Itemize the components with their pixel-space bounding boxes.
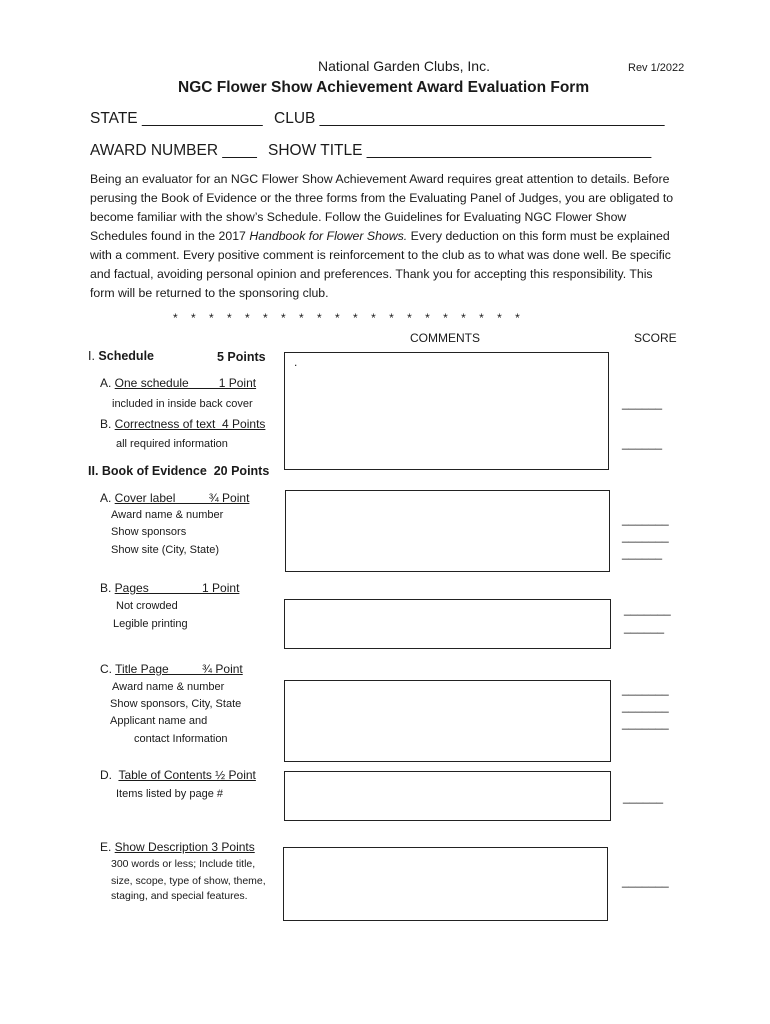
intro-text-end: Every deduction on this form must be explained with a comment. Every positive comment is reinforcement to the club as to what was done well. Be specific and factual, avoiding personal opinion and preferences. Thank you for accepting this responsibility. This form will be returned to the sponsoring club.: [90, 229, 671, 300]
organization-name: National Garden Clubs, Inc.: [318, 58, 490, 74]
item-label: Cover label ¾ Point: [114, 491, 250, 505]
section-schedule-heading: [88, 349, 154, 363]
show-description-sub-3: staging, and special features.: [111, 890, 248, 902]
state-blank[interactable]: ______________: [141, 110, 263, 127]
item-correctness-of-text: [100, 417, 265, 431]
item-prefix: B.: [100, 417, 115, 431]
form-title: NGC Flower Show Achievement Award Evaluation Form: [178, 79, 590, 96]
title-page-sub-1: Award name & number: [112, 681, 225, 693]
score-blank-pages-2[interactable]: ______: [624, 620, 665, 634]
pages-sub-2: Legible printing: [113, 618, 188, 630]
comment-box-schedule[interactable]: [284, 352, 609, 470]
title-page-sub-4: contact Information: [134, 733, 228, 745]
state-label: STATE: [90, 110, 138, 127]
item-pages: [100, 581, 239, 595]
item-title-page: [100, 662, 243, 676]
item-label: Title Page ¾ Point: [115, 662, 243, 676]
intro-paragraph: [90, 170, 675, 303]
item-prefix: E.: [100, 840, 115, 854]
score-column-header: SCORE: [634, 331, 677, 345]
comment-box-cover-label[interactable]: [285, 490, 610, 572]
score-blank-cover-3[interactable]: ______: [622, 546, 663, 560]
item-label: One schedule 1 Point: [114, 376, 257, 390]
section-number: I.: [88, 349, 99, 363]
score-blank-correctness[interactable]: ______: [622, 436, 663, 450]
score-blank-toc[interactable]: ______: [623, 790, 664, 804]
section-book-of-evidence-heading: II. Book of Evidence 20 Points: [88, 464, 270, 478]
item-one-schedule-note: included in inside back cover: [112, 398, 253, 410]
intro-handbook-title: Handbook for Flower Shows.: [249, 229, 408, 243]
show-description-sub-2: size, scope, type of show, theme,: [111, 875, 266, 887]
club-label: CLUB: [274, 110, 316, 127]
cover-label-sub-1: Award name & number: [111, 509, 224, 521]
intro-text-start: Being an evaluator for an NGC Flower Show Achievement Award requires great attention to details. Before perusing the Book of Evidence or the three forms from the Evaluating Panel of Judges, you are obligated to become familiar with the show’s Schedule. Follow the Guidelines for Evaluating NGC Flower Show Schedules found in the 2017: [90, 172, 674, 243]
score-blank-cover-2[interactable]: _______: [622, 529, 669, 543]
comment-box-pages[interactable]: [284, 599, 611, 649]
item-label: Correctness of text 4 Points: [114, 417, 266, 431]
item-cover-label: [100, 491, 249, 505]
item-label: Pages 1 Point: [114, 581, 240, 595]
item-prefix: B.: [100, 581, 115, 595]
show-description-sub-1: 300 words or less; Include title,: [111, 858, 256, 870]
show-title-field[interactable]: [268, 142, 651, 160]
score-blank-title-1[interactable]: _______: [622, 682, 669, 696]
item-prefix: A.: [100, 376, 115, 390]
state-field[interactable]: [90, 110, 263, 128]
score-blank-pages-1[interactable]: _______: [624, 602, 671, 616]
show-title-blank[interactable]: _________________________________: [366, 142, 652, 159]
club-blank[interactable]: ________________________________________: [319, 110, 665, 127]
score-blank-one-schedule[interactable]: ______: [622, 396, 663, 410]
item-correctness-note: all required information: [116, 438, 228, 450]
revision-label: Rev 1/2022: [628, 62, 685, 74]
award-number-blank[interactable]: ____: [222, 142, 257, 159]
comment-box-table-of-contents[interactable]: [284, 771, 611, 821]
score-blank-cover-1[interactable]: _______: [622, 512, 669, 526]
section-schedule-points: 5 Points: [217, 350, 266, 364]
item-prefix: D.: [100, 768, 119, 782]
item-prefix: A.: [100, 491, 115, 505]
award-number-field[interactable]: [90, 142, 257, 160]
item-label: Table of Contents ½ Point: [118, 768, 256, 782]
cover-label-sub-2: Show sponsors: [111, 526, 187, 538]
title-page-sub-3: Applicant name and: [110, 715, 208, 727]
cover-label-sub-3: Show site (City, State): [111, 544, 219, 556]
show-title-label: SHOW TITLE: [268, 142, 363, 159]
title-page-sub-2: Show sponsors, City, State: [110, 698, 242, 710]
item-prefix: C.: [100, 662, 116, 676]
pages-sub-1: Not crowded: [116, 600, 178, 612]
comment-box-show-description[interactable]: [283, 847, 608, 921]
item-table-of-contents: [100, 768, 256, 782]
toc-sub-1: Items listed by page #: [116, 788, 224, 800]
award-number-label: AWARD NUMBER: [90, 142, 219, 159]
score-blank-title-2[interactable]: _______: [622, 699, 669, 713]
item-label: Show Description 3 Points: [114, 840, 255, 854]
star-divider: * * * * * * * * * * * * * * * * * * * *: [173, 311, 520, 325]
comment-mark: .: [294, 355, 298, 369]
item-one-schedule: [100, 376, 256, 390]
comments-column-header: COMMENTS: [410, 331, 480, 345]
section-title: Schedule: [98, 349, 154, 363]
score-blank-show-description[interactable]: _______: [622, 874, 669, 888]
item-show-description: [100, 840, 255, 854]
comment-box-title-page[interactable]: [284, 680, 611, 762]
score-blank-title-3[interactable]: _______: [622, 716, 669, 730]
club-field[interactable]: [274, 110, 665, 128]
